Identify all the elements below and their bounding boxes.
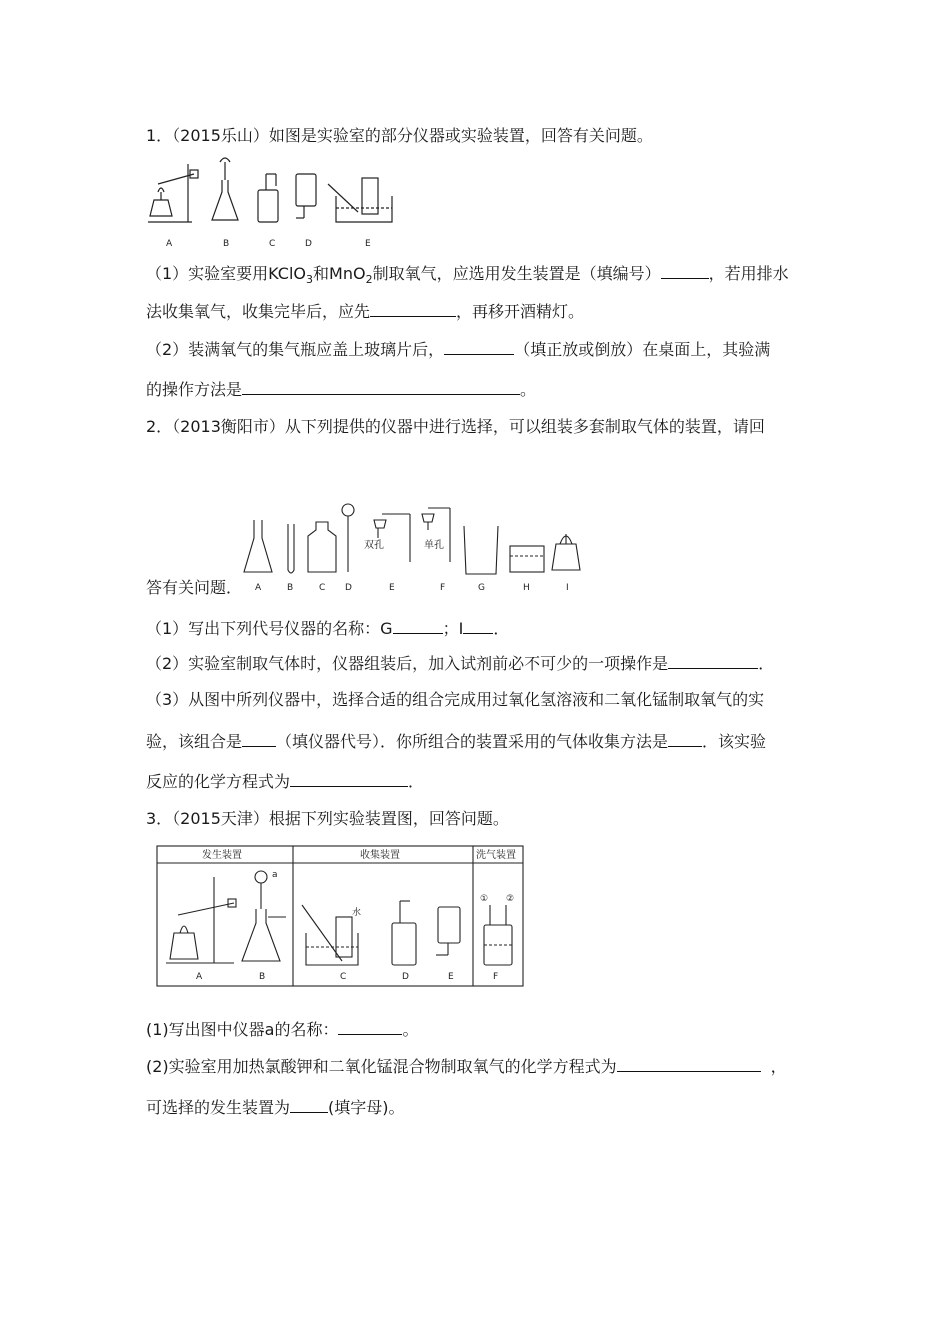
q1-apparatus-figure: [146, 156, 396, 254]
apparatus-d-bottle: [296, 174, 316, 218]
label-a: A: [196, 972, 203, 982]
q2-instrument-figure: [242, 498, 582, 596]
instrument-c-bottle: [308, 522, 336, 572]
q1-part2-line1: [146, 340, 770, 360]
q2-part3-line2: [146, 732, 766, 752]
label-c: C: [269, 239, 276, 249]
label-c: C: [340, 972, 347, 982]
q3-p2-post: ，: [770, 1057, 787, 1076]
label-f: F: [440, 583, 446, 593]
label-port-2: ②: [506, 894, 515, 904]
q1-p1a-post: 制取氧气，应选用发生装置是（填编号）: [372, 264, 661, 283]
label-i: I: [566, 583, 569, 593]
label-e: E: [448, 972, 454, 982]
q2-p3b-pre: 验，该组合是: [146, 732, 243, 751]
apparatus-c-bottle: [258, 174, 278, 222]
q1-title: 1．（2015乐山）如图是实验室的部分仪器或实验装置，回答有关问题。: [146, 126, 653, 145]
label-b: B: [259, 972, 266, 982]
answer-blank[interactable]: [370, 302, 456, 317]
q1-p1b-pre: 法收集氧气，收集完毕后，应先: [146, 302, 371, 321]
answer-blank[interactable]: [290, 1098, 328, 1113]
answer-blank[interactable]: [444, 340, 514, 355]
q3-part3: [146, 1098, 405, 1118]
label-double-hole: 双孔: [364, 540, 384, 551]
q3-part1: [146, 1020, 419, 1040]
q2-p1-post: ．: [493, 619, 510, 638]
answer-blank[interactable]: [393, 619, 443, 634]
label-b: B: [287, 583, 294, 593]
q3-p2-pre: (2)实验室用加热氯酸钾和二氧化锰混合物制取氧气的化学方程式为: [146, 1057, 617, 1076]
answer-blank[interactable]: [242, 380, 520, 395]
q2-part3-line1: （3）从图中所列仪器中，选择合适的组合完成用过氧化氢溶液和二氧化锰制取氧气的实: [146, 690, 765, 709]
q3-p1-pre: (1)写出图中仪器a的名称：: [146, 1020, 339, 1039]
label-d: D: [402, 972, 409, 982]
apparatus-b-flask: [242, 871, 286, 961]
apparatus-a-heating: [148, 164, 198, 222]
answer-blank[interactable]: [668, 654, 758, 669]
apparatus-a-heating: [166, 877, 236, 963]
label-e: E: [365, 239, 371, 249]
q1-p2a-post: （填正放或倒放）在桌面上，其验满: [514, 340, 771, 359]
label-a: A: [166, 239, 173, 249]
q2-p3c-pre: 反应的化学方程式为: [146, 772, 291, 791]
answer-blank[interactable]: [290, 772, 408, 787]
q2-p3b-post: ．该实验: [702, 732, 767, 751]
q3-title: 3．（2015天津）根据下列实验装置图，回答问题。: [146, 809, 509, 828]
q2-part1: [146, 619, 509, 639]
q1-p1a-pre: （1）实验室要用KClO: [146, 264, 307, 283]
apparatus-e-trough: [328, 178, 392, 222]
label-d: D: [305, 239, 312, 249]
instrument-g-beaker: [464, 526, 498, 574]
instrument-d-funnel: [342, 504, 354, 572]
instrument-e-double-hole-stopper: [374, 514, 410, 562]
answer-blank[interactable]: [617, 1057, 761, 1072]
q2-part2: [146, 654, 774, 674]
q3-p3-pre: 可选择的发生装置为: [146, 1098, 291, 1117]
q1-p2b-post: 。: [520, 380, 537, 399]
q2-title: 2．（2013衡阳市）从下列提供的仪器中进行选择，可以组装多套制取气体的装置，请回: [146, 417, 765, 436]
label-a: A: [255, 583, 262, 593]
header-washing: 洗气装置: [476, 850, 516, 861]
q1-p1a-tail: ，若用排水: [708, 264, 789, 283]
label-g: G: [478, 583, 485, 593]
q1-p1a-mid: 和MnO: [313, 264, 366, 283]
instrument-i-alcohol-lamp: [552, 534, 580, 570]
label-h: H: [523, 583, 530, 593]
instrument-h-trough: [510, 546, 544, 572]
q2-p1-mid: ；I: [442, 619, 464, 638]
apparatus-f-washing-bottle: [484, 905, 512, 965]
q2-p3c-post: ．: [408, 772, 425, 791]
answer-blank[interactable]: [463, 619, 493, 634]
header-collection: 收集装置: [360, 850, 400, 861]
q2-p1-pre: （1）写出下列代号仪器的名称：G: [146, 619, 393, 638]
label-funnel-a: a: [272, 870, 278, 880]
answer-blank[interactable]: [242, 732, 276, 747]
q2-part3-line3: [146, 772, 424, 792]
q1-p2b-pre: 的操作方法是: [146, 380, 243, 399]
instrument-b-test-tube: [288, 524, 294, 573]
label-d: D: [345, 583, 352, 593]
q1-part1-line1: （1）实验室要用KClO$_3$和MnO$_2$制取氧气，应选用发生装置是（填编号） ，若用排水: [146, 264, 789, 287]
q1-part2-line2: [146, 380, 536, 400]
q3-p3-post: (填字母)。: [328, 1098, 405, 1117]
label-b: B: [223, 239, 230, 249]
q2-p3b-mid: （填仪器代号）．你所组合的装置采用的气体收集方法是: [276, 732, 669, 751]
apparatus-c-trough: [302, 905, 358, 965]
apparatus-e-bottle: [436, 907, 460, 955]
label-f: F: [493, 972, 499, 982]
apparatus-d-bottle: [392, 901, 416, 965]
label-water: 水: [352, 908, 362, 918]
label-c: C: [319, 583, 326, 593]
label-single-hole: 单孔: [424, 540, 444, 551]
q1-part1-line2: [146, 302, 584, 322]
answer-blank[interactable]: [661, 264, 709, 279]
q2-p2-pre: （2）实验室制取气体时，仪器组装后，加入试剂前必不可少的一项操作是: [146, 654, 669, 673]
instrument-a-flask: [244, 520, 272, 572]
instrument-f-single-hole-stopper: [422, 508, 450, 562]
q1-p2a-pre: （2）装满氧气的集气瓶应盖上玻璃片后，: [146, 340, 445, 359]
q1-p1b-post: ，再移开酒精灯。: [456, 302, 585, 321]
q3-part2: [146, 1057, 787, 1077]
answer-blank[interactable]: [338, 1020, 402, 1035]
q3-apparatus-figure: [156, 845, 526, 987]
answer-blank[interactable]: [668, 732, 702, 747]
q3-p1-post: 。: [402, 1020, 419, 1039]
q2-p2-post: ．: [758, 654, 775, 673]
header-generation: 发生装置: [202, 850, 242, 861]
label-port-1: ①: [480, 894, 489, 904]
label-e: E: [389, 583, 395, 593]
apparatus-b-flask: [212, 158, 238, 220]
q2-title-cont: 答有关问题．: [146, 578, 243, 597]
